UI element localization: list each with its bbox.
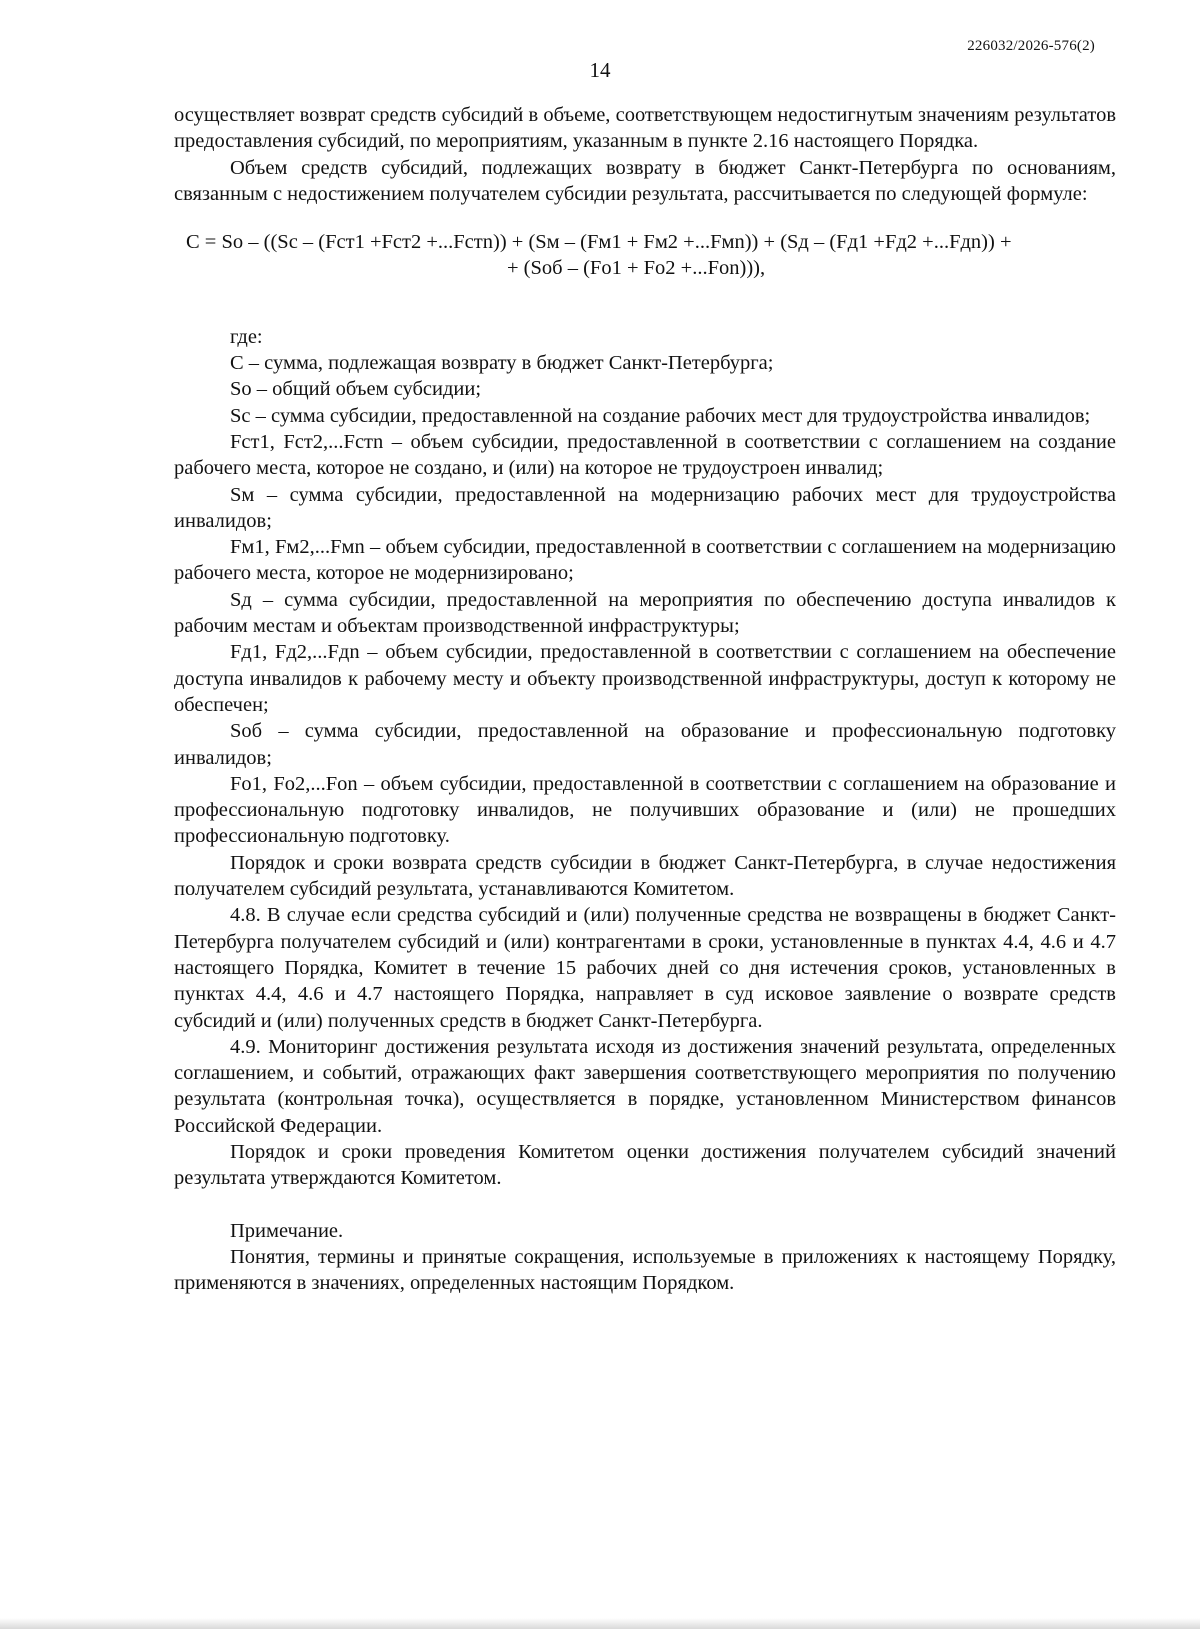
definition-sd: Sд – сумма субсидии, предоставленной на мероприятия по обеспечению доступа инвалидов к рабочим местам и объектам производственной инфраструктуры; <box>174 588 1116 638</box>
paragraph-4-8: 4.8. В случае если средства субсидий и (или) полученные средства не возвращены в бюджет Санкт-Петербурга получателем субсидий и (или) контрагентами в сроки, установленные в пунктах 4.4, 4.6 и 4.7 настоящего Порядка, Комитет в течение 15 рабочих дней со дня истечения сроков, установленных в пунктах 4.4, 4.6 и 4.7 настоящего Порядка, направляет в суд исковое заявление о возврате средств субсидий и (или) полученных средств в бюджет Санкт-Петербурга. <box>174 904 1116 1032</box>
paragraph-4-9: 4.9. Мониторинг достижения результата исходя из достижения значений результата, определенных соглашением, и событий, отражающих факт завершения соответствующего мероприятия по получению результата (контрольная точка), осуществляется в порядке, установленном Министерством финансов Российской Федерации. <box>174 1035 1116 1137</box>
definition-sob: Sоб – сумма субсидии, предоставленной на образование и профессиональную подготовку инвалидов; <box>174 720 1116 769</box>
note-title: Примечание. <box>230 1219 344 1242</box>
paragraph-evaluation: Порядок и сроки проведения Комитетом оценки достижения получателем субсидий значений результата утверждаются Комитетом. <box>174 1140 1116 1190</box>
definition-sm: Sм – сумма субсидии, предоставленной на модернизацию рабочих мест для трудоустройства инвалидов; <box>174 483 1116 532</box>
note-text: Понятия, термины и принятые сокращения, используемые в приложениях к настоящему Порядку, применяются в значениях, определенных настоящим Порядком. <box>174 1245 1116 1295</box>
paragraph-return-order: Порядок и сроки возврата средств субсидии в бюджет Санкт-Петербурга, в случае недостижения получателем субсидий результата, устанавливаются Комитетом. <box>174 851 1116 901</box>
document-number: 226032/2026-576(2) <box>967 38 1095 54</box>
definitions-where: где: <box>230 325 263 348</box>
document-body <box>174 102 1116 1296</box>
scan-bottom-edge <box>0 1618 1200 1629</box>
formula-line-2: + (Sоб – (Fо1 + Fо2 +...Fоn))), <box>507 257 766 280</box>
definition-so: So – общий объем субсидии; <box>230 378 482 401</box>
definition-fo: Fо1, Fо2,...Fоn – объем субсидии, предоставленной в соответствии с соглашением на образование и профессиональную подготовку инвалидов, не получивших образование и (или) не прошедших профессиональную подготовку. <box>174 772 1116 848</box>
definition-fd: Fд1, Fд2,...Fдn – объем субсидии, предоставленной в соответствии с соглашением на обеспечение доступа инвалидов к рабочему месту и объекту производственной инфраструктуры, доступ к которому не обеспечен; <box>174 641 1116 716</box>
paragraph-continuation: осуществляет возврат средств субсидий в объеме, соответствующем недостигнутым значениям результатов предоставления субсидий, по мероприятиям, указанным в пункте 2.16 настоящего Порядка. <box>174 104 1116 153</box>
page-number: 14 <box>589 58 611 82</box>
formula-line-1: C = So – ((Sc – (Fcт1 +Fcт2 +...Fcтn)) + (Sм – (Fм1 + Fм2 +...Fмn)) + (Sд – (Fд1 +Fд2 +...Fдn)) + <box>186 231 1012 254</box>
formula <box>174 229 1116 282</box>
definition-fct: Fст1, Fст2,...Fстn – объем субсидии, предоставленной в соответствии с соглашением на создание рабочего места, которое не создано, и (или) на которое не трудоустроен инвалид; <box>174 430 1116 480</box>
definition-fm: Fм1, Fм2,...Fмn – объем субсидии, предоставленной в соответствии с соглашением на модернизацию рабочего места, которое не модернизировано; <box>174 536 1116 585</box>
paragraph-formula-intro: Объем средств субсидий, подлежащих возврату в бюджет Санкт-Петербурга по основаниям, связанным с недостижением получателем субсидии результата, рассчитывается по следующей формуле: <box>174 156 1116 205</box>
definition-sc: Sc – сумма субсидии, предоставленной на создание рабочих мест для трудоустройства инвалидов; <box>230 404 1091 427</box>
definition-c: С – сумма, подлежащая возврату в бюджет Санкт-Петербурга; <box>230 352 774 375</box>
